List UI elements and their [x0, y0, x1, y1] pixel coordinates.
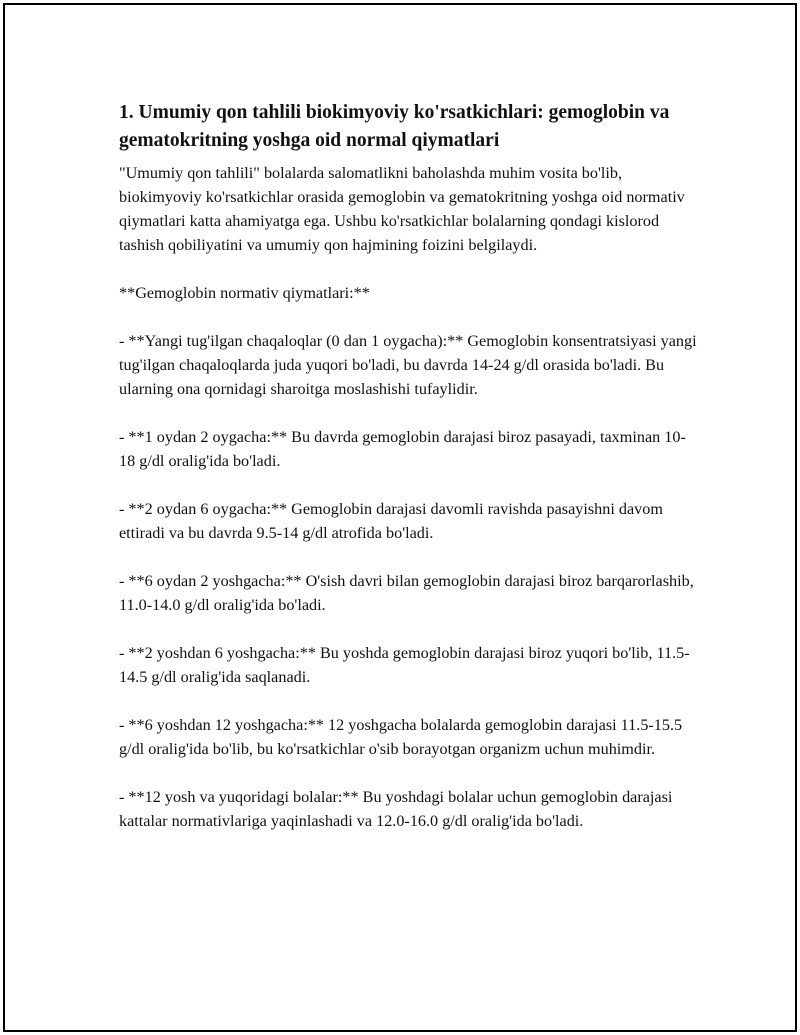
document-title: 1. Umumiy qon tahlili biokimyoviy ko'rsatkichlari: gemoglobin va gematokritning yoshga oid normal qiymatlari [119, 102, 670, 151]
list-item-6-12-years: - **6 yoshdan 12 yoshgacha:** 12 yoshgacha bolalarda gemoglobin darajasi 11.5-15.5 g/dl oralig'ida bo'lib, bu ko'rsatkichlar o'sib borayotgan organizm uchun muhimdir. [119, 716, 683, 758]
intro-paragraph: "Umumiy qon tahlili" bolalarda salomatlikni baholashda muhim vosita bo'lib, biokimyoviy ko'rsatkichlar orasida gemoglobin va gematokritning yoshga oid normativ qiymatlari katta ahamiyatga ega. Ushbu ko'rsatkichlar bolalarning qondagi kislorod tashish qobiliyatini va umumiy qon hajmining foizini belgilaydi. [119, 164, 685, 254]
document-content [119, 99, 699, 833]
page-frame [3, 3, 797, 1032]
list-item-6-months-2-years: - **6 oydan 2 yoshgacha:** O'sish davri bilan gemoglobin darajasi biroz barqarorlashib, 11.0-14.0 g/dl oralig'ida bo'ladi. [119, 572, 694, 614]
list-item-newborn: - **Yangi tug'ilgan chaqaloqlar (0 dan 1 oygacha):** Gemoglobin konsentratsiyasi yangi tug'ilgan chaqaloqlarda juda yuqori bo'ladi, bu davrda 14-24 g/dl orasida bo'ladi. Bu ularning ona qornidagi sharoitga moslashishi tufaylidir. [119, 332, 697, 398]
section-heading: **Gemoglobin normativ qiymatlari:** [119, 284, 370, 302]
list-item-1-2-months: - **1 oydan 2 oygacha:** Bu davrda gemoglobin darajasi biroz pasayadi, taxminan 10-18 g/dl oralig'ida bo'ladi. [119, 428, 686, 470]
list-item-12-plus-years: - **12 yosh va yuqoridagi bolalar:** Bu yoshdagi bolalar uchun gemoglobin darajasi kattalar normativlariga yaqinlashadi va 12.0-16.0 g/dl oralig'ida bo'ladi. [119, 788, 673, 830]
list-item-2-6-years: - **2 yoshdan 6 yoshgacha:** Bu yoshda gemoglobin darajasi biroz yuqori bo'lib, 11.5-14.5 g/dl oralig'ida saqlanadi. [119, 644, 690, 686]
list-item-2-6-months: - **2 oydan 6 oygacha:** Gemoglobin darajasi davomli ravishda pasayishni davom ettiradi va bu davrda 9.5-14 g/dl atrofida bo'ladi. [119, 500, 663, 542]
